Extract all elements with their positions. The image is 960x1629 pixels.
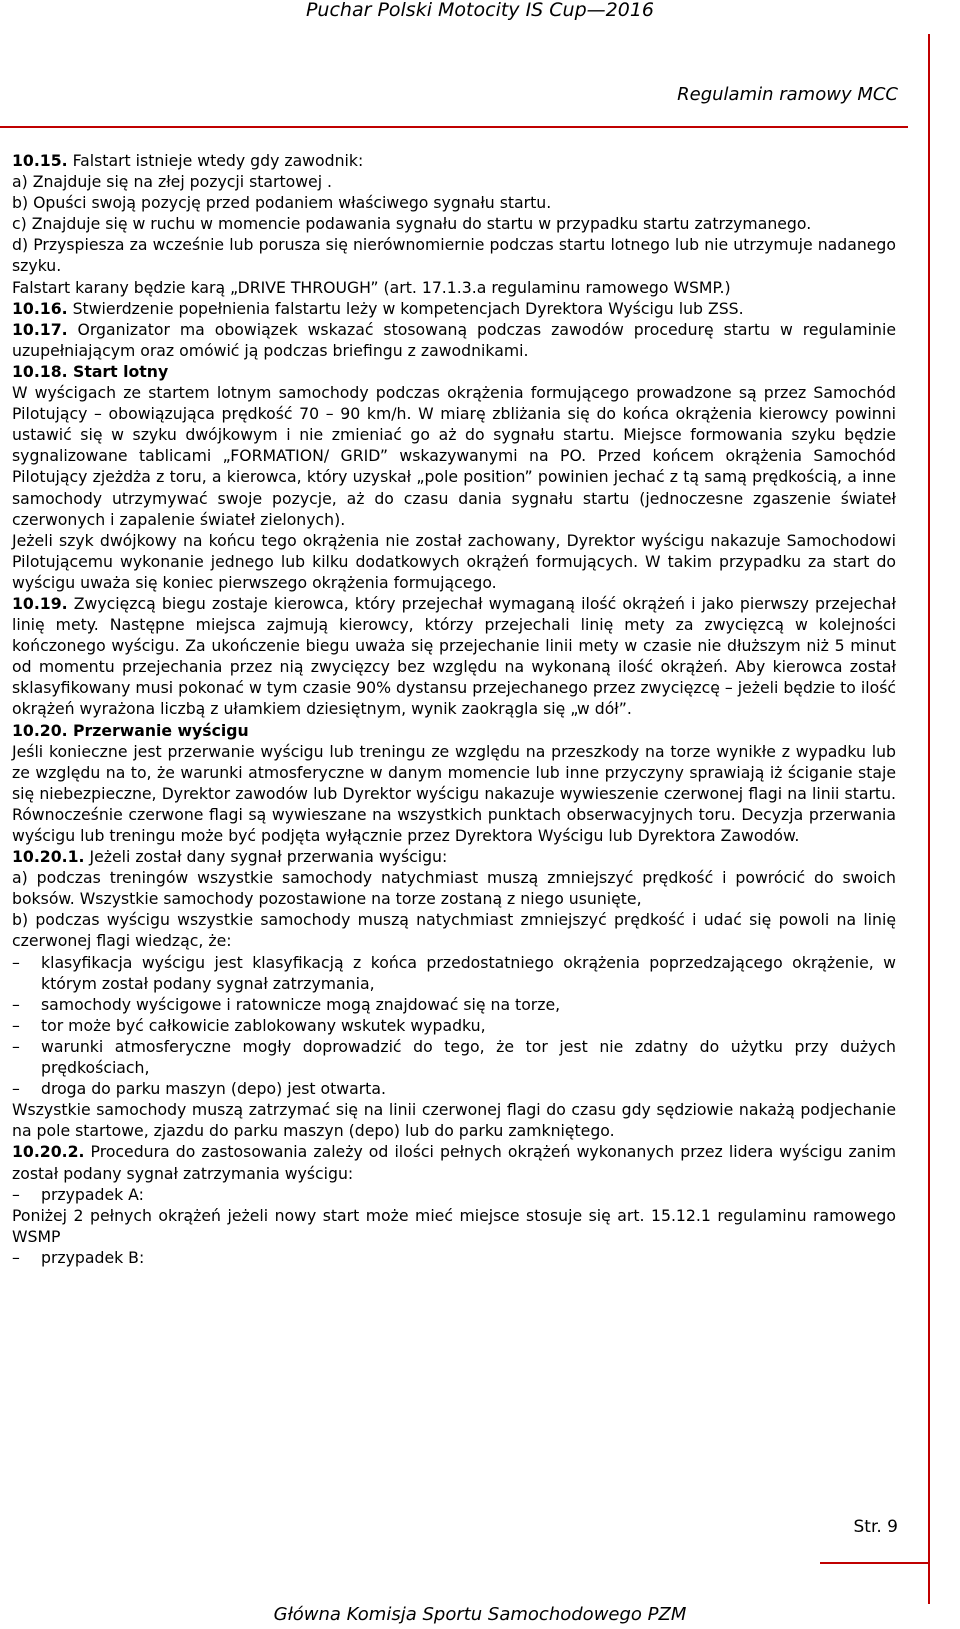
list-item (12, 952, 896, 994)
section-10-20-heading (12, 720, 896, 741)
dash-bullet: – (12, 994, 20, 1014)
list-item (12, 1036, 896, 1078)
section-number: 10.19. (12, 593, 68, 613)
dash-bullet: – (12, 1079, 20, 1099)
section-number: 10.16. (12, 298, 68, 318)
list-item-text: tor może być całkowicie zablokowany wskutek wypadku, (41, 1015, 486, 1035)
document-title: Regulamin ramowy MCC (677, 84, 898, 105)
list-item (12, 1078, 896, 1099)
section-number: 10.20.1. (12, 847, 85, 867)
list-item (12, 994, 896, 1015)
section-heading: 10.18. Start lotny (12, 361, 169, 381)
case-label: przypadek A: (41, 1184, 144, 1204)
red-flag-paragraph: Wszystkie samochody muszą zatrzymać się na linii czerwonej flagi do czasu gdy sędziowie nakażą podjechanie na pole startowe, zjazdu do parku maszyn (depo) lub do parku zamkniętego. (12, 1100, 896, 1141)
case-b (12, 1247, 896, 1268)
section-10-18-heading (12, 361, 896, 382)
list-item-text: klasyfikacja wyścigu jest klasyfikacją z końca przedostatniego okrążenia poprzedzającego okrążenie, w którym został podany sygnał zatrzymania, (41, 952, 896, 993)
footer-rule (820, 1562, 930, 1564)
subitem-b: b) podczas wyścigu wszystkie samochody muszą natychmiast zmniejszyć prędkość i udać się powoli na linię czerwonej flagi wiedząc, że: (12, 910, 896, 951)
section-10-18-paragraph-2: Jeżeli szyk dwójkowy na końcu tego okrążenia nie został zachowany, Dyrektor wyścigu nakazuje Samochodowi Pilotującemu wykonanie jednego lub kilku dodatkowych okrążeń formujących. W takim przypadku za start do wyścigu uważa się koniec pierwszego okrążenia formującego. (12, 530, 896, 592)
section-10-20-1 (12, 846, 896, 867)
dash-bullet: – (12, 952, 20, 972)
section-text: Falstart istnieje wtedy gdy zawodnik: (67, 151, 364, 170)
section-text: Organizator ma obowiązek wskazać stosowaną podczas zawodów procedurę startu w regulaminie uzupełniającym oraz omówić ją podczas briefingu z zawodnikami. (12, 319, 896, 360)
case-a (12, 1184, 896, 1205)
section-number: 10.20.2. (12, 1142, 85, 1162)
dash-bullet: – (12, 1036, 20, 1056)
dash-bullet: – (12, 1247, 20, 1267)
list-item-text: samochody wyścigowe i ratownicze mogą znajdować się na torze, (41, 994, 561, 1014)
section-text: Stwierdzenie popełnienia falstartu leży w kompetencjach Dyrektora Wyścigu lub ZSS. (67, 298, 744, 318)
section-10-18-paragraph-1: W wyścigach ze startem lotnym samochody podczas okrążenia formującego prowadzone są przez Samochód Pilotujący – obowiązująca prędkość 70 – 90 km/h. W miarę zbliżania się do końca okrążenia kierowcy powinni ustawić się w szyku dwójkowym i nie zmieniać go aż do sygnału startu. Miejsce formowania szyku będzie sygnalizowane tablicami „FORMATION/ GRID” wskazywanymi na PO. Przed końcem okrążenia Samochód Pilotujący zjeżdża z toru, a kierowca, który uzyskał „pole position” powinien jechać z tą samą prędkością, a inne samochody utrzymywać swoje pozycje, aż do czasu dania sygnału startu (jednoczesne zgaszenie świateł czerwonych i zapalenie świateł zielonych). (12, 383, 896, 529)
list-item-text: droga do parku maszyn (depo) jest otwarta. (41, 1079, 386, 1099)
item-b: b) Opuści swoją pozycję przed podaniem właściwego sygnału startu. (12, 193, 552, 213)
list-item (12, 1015, 896, 1036)
document-body (12, 150, 896, 1268)
header-rule (0, 126, 908, 128)
section-10-19 (12, 593, 896, 720)
section-10-20-2 (12, 1141, 896, 1183)
page-footer: Główna Komisja Sportu Samochodowego PZM (273, 1604, 687, 1625)
section-10-15 (12, 150, 896, 171)
page-number: Str. 9 (853, 1517, 898, 1537)
section-10-20-paragraph: Jeśli konieczne jest przerwanie wyścigu lub treningu ze względu na przeszkody na torze wynikłe z wypadku lub ze względu na to, że warunki atmosferyczne w danym momencie lub inne przyczyny sprawiają iż ściganie staje się niebezpieczne, Dyrektor zawodów lub Dyrektor wyścigu nakazuje wywieszenie czerwonej flagi na linii startu. Równocześnie czerwone flagi są wywieszane na wszystkich punktach obserwacyjnych toru. Decyzja przerwania wyścigu lub treningu może być podjęta wyłącznie przez Dyrektora Wyścigu lub Dyrektora Zawodów. (12, 741, 896, 845)
margin-rule (928, 34, 930, 1604)
subitem-a: a) podczas treningów wszystkie samochody natychmiast muszą zmniejszyć prędkość i powrócić do swoich boksów. Wszystkie samochody pozostawione na torze zostaną z niego usunięte, (12, 868, 896, 909)
dash-bullet: – (12, 1184, 20, 1204)
section-text: Zwycięzcą biegu zostaje kierowca, który przejechał wymaganą ilość okrążeń i jako pierwszy przejechał linię mety. Następne miejsca zajmują kierowcy, którzy przejechali linię mety za zwycięzcą w kolejności kończonego wyścigu. Za ukończenie biegu uważa się przejechanie linii mety w czasie nie dłuższym niż 5 minut od momentu przejechania przez nią zwycięzcy bez względu na wykonaną ilość okrążeń. Aby kierowca został sklasyfikowany musi pokonać w tym czasie 90% dystansu przejechanego przez zwycięzcę – jeżeli będzie to ilość okrążeń wyrażona liczbą z ułamkiem dziesiętnym, wynik zaokrągla się „w dół”. (12, 593, 896, 719)
case-a-text: Poniżej 2 pełnych okrążeń jeżeli nowy start może mieć miejsce stosuje się art. 15.12.1 regulaminu ramowego WSMP (12, 1205, 896, 1246)
dash-bullet: – (12, 1015, 20, 1035)
item-a: a) Znajduje się na złej pozycji startowej . (12, 172, 333, 192)
item-c: c) Znajduje się w ruchu w momencie podawania sygnału do startu w przypadku startu zatrzymanego. (12, 214, 812, 234)
item-d: d) Przyspiesza za wcześnie lub porusza się nierównomiernie podczas startu lotnego lub nie utrzymuje nadanego szyku. (12, 235, 896, 276)
section-10-17 (12, 319, 896, 361)
falstart-penalty: Falstart karany będzie karą „DRIVE THROUGH” (art. 17.1.3.a regulaminu ramowego WSMP.) (12, 277, 731, 297)
section-text: Procedura do zastosowania zależy od ilości pełnych okrążeń wykonanych przez lidera wyścigu zanim został podany sygnał zatrzymania wyścigu: (12, 1142, 896, 1183)
section-number: 10.15. (12, 151, 68, 170)
section-10-16 (12, 298, 896, 319)
list-item-text: warunki atmosferyczne mogły doprowadzić do tego, że tor jest nie zdatny do użytku przy dużych prędkościach, (41, 1036, 896, 1078)
section-number: 10.17. (12, 319, 68, 339)
case-label: przypadek B: (41, 1247, 145, 1267)
page-header-title: Puchar Polski Motocity IS Cup—2016 (305, 0, 655, 21)
section-heading: 10.20. Przerwanie wyścigu (12, 720, 249, 740)
section-text: Jeżeli został dany sygnał przerwania wyścigu: (84, 847, 448, 867)
